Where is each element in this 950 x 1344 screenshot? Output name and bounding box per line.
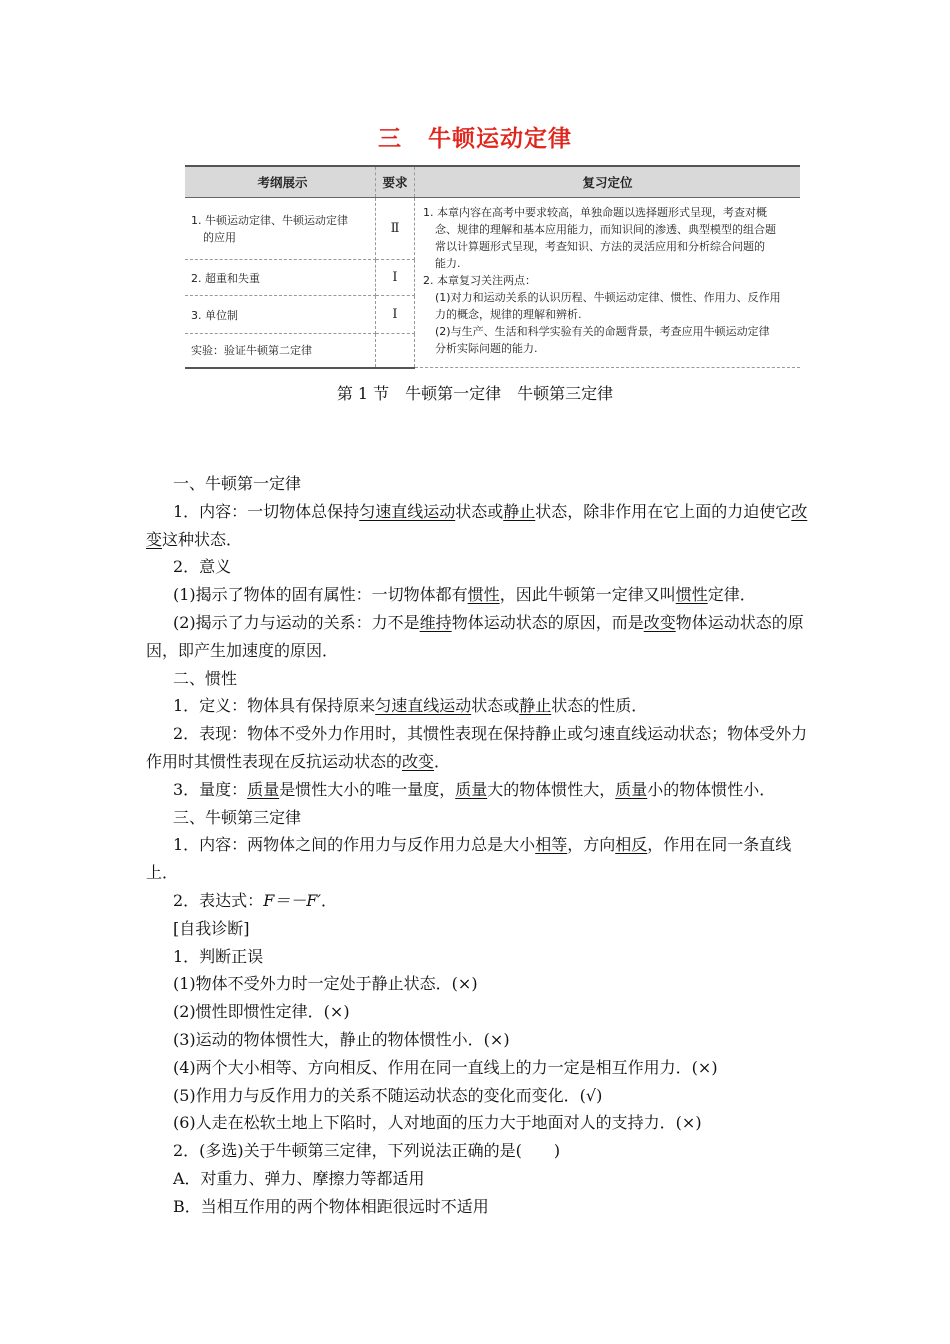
question-1: 1．判断正误 xyxy=(173,946,264,966)
syllabus-item-line: 的应用 xyxy=(203,230,236,244)
judgment-item: (3)运动的物体惯性大，静止的物体惯性小．(×) xyxy=(173,1029,510,1049)
lesson-body xyxy=(146,470,810,1221)
judgment-item: (2)惯性即惯性定律．(×) xyxy=(173,1002,350,1022)
text: 小的物体惯性小． xyxy=(647,779,776,799)
text: ． xyxy=(434,751,451,771)
option-b: B．当相互作用的两个物体相距很远时不适用 xyxy=(173,1196,489,1216)
paragraph xyxy=(146,692,810,720)
formula: F＝－F′ xyxy=(263,890,322,910)
answer-blank: 质量 xyxy=(615,779,648,799)
text: (1)揭示了物体的固有属性：一切物体都有 xyxy=(173,585,468,605)
positioning-line: 念、规律的理解和基本应用能力，而知识间的渗透、典型模型的组合题 xyxy=(435,223,776,236)
positioning-line: 分析实际问题的能力. xyxy=(435,342,538,355)
answer-blank: 改变 xyxy=(146,501,808,549)
syllabus-item xyxy=(185,198,376,260)
paragraph xyxy=(146,609,810,665)
positioning-line: 力的概念，规律的理解和辨析. xyxy=(435,308,582,321)
heading-inertia: 二、惯性 xyxy=(173,668,238,688)
header-requirement: 要求 xyxy=(376,166,415,198)
answer-blank: 质量 xyxy=(247,779,280,799)
text: 状态或 xyxy=(455,501,504,521)
paragraph xyxy=(146,720,810,776)
answer-blank: 相等 xyxy=(535,835,568,855)
paragraph xyxy=(146,498,810,554)
positioning-line: (2)与生产、生活和科学实验有关的命题背景，考查应用牛顿运动定律 xyxy=(435,325,770,338)
text: 物体运动状态的原因，而是 xyxy=(451,612,644,632)
question-2: 2．(多选)关于牛顿第三定律，下列说法正确的是( ) xyxy=(173,1141,561,1161)
positioning-line: 常以计算题形式呈现，考查知识、方法的灵活应用和分析综合问题的 xyxy=(435,240,765,253)
paragraph xyxy=(146,831,810,887)
text: 物体运动状态的原因，即产生加速度的原因． xyxy=(146,612,804,660)
text: 状态或 xyxy=(471,696,520,716)
answer-blank: 匀速直线运动 xyxy=(375,696,472,716)
text: 1．内容：一切物体总保持 xyxy=(173,501,360,521)
self-check-heading: [自我诊断] xyxy=(173,918,250,938)
chapter-title xyxy=(0,120,950,153)
answer-blank: 相反 xyxy=(615,835,648,855)
section-title: 第 1 节 牛顿第一定律 牛顿第三定律 xyxy=(336,384,614,403)
option-a: A．对重力、弹力、摩擦力等都适用 xyxy=(173,1168,425,1188)
paragraph xyxy=(146,776,810,804)
answer-blank: 质量 xyxy=(455,779,488,799)
text: ． xyxy=(321,890,338,910)
text: ，因此牛顿第一定律又叫 xyxy=(499,585,676,605)
syllabus-table xyxy=(185,165,800,369)
table-header-row xyxy=(185,166,800,198)
header-syllabus: 考纲展示 xyxy=(185,166,376,198)
judgment-item: (6)人走在松软土地上下陷时，人对地面的压力大于地面对人的支持力．(×) xyxy=(173,1113,702,1133)
text: 状态，除非作用在它上面的力迫使它 xyxy=(535,501,792,521)
text: 1．定义：物体具有保持原来 xyxy=(173,696,376,716)
answer-blank: 改变 xyxy=(402,751,435,771)
text: 3．量度： xyxy=(173,779,248,799)
answer-blank: 惯性 xyxy=(467,585,500,605)
text: ，方向 xyxy=(567,835,616,855)
positioning-line: (1)对力和运动关系的认识历程、牛顿运动定律、惯性、作用力、反作用 xyxy=(435,291,781,304)
text: (2)揭示了力与运动的关系：力不是 xyxy=(173,612,420,632)
positioning-line: 能力. xyxy=(435,257,461,270)
chapter-name: 牛顿运动定律 xyxy=(428,126,572,152)
text: 这种状态． xyxy=(162,529,243,549)
text: 1．内容：两物体之间的作用力与反作用力总是大小 xyxy=(173,835,536,855)
text: 状态的性质． xyxy=(551,696,648,716)
paragraph: 2．意义 xyxy=(173,557,232,577)
text: 2．表现：物体不受外力作用时，其惯性表现在保持静止或匀速直线运动状态；物体受外力作用时其惯性表现在反抗运动状态的 xyxy=(146,724,808,771)
requirement-level xyxy=(376,334,415,368)
positioning-line: 2. 本章复习关注两点： xyxy=(423,274,536,287)
judgment-item: (4)两个大小相等、方向相反、作用在同一直线上的力一定是相互作用力．(×) xyxy=(173,1057,718,1077)
judgment-item: (1)物体不受外力时一定处于静止状态．(×) xyxy=(173,974,478,994)
syllabus-item: 实验：验证牛顿第二定律 xyxy=(185,334,376,368)
header-positioning: 复习定位 xyxy=(415,166,801,198)
table-row xyxy=(185,198,800,260)
text: 2．表达式： xyxy=(173,890,264,910)
syllabus-item: 3. 单位制 xyxy=(185,296,376,334)
requirement-level: Ⅰ xyxy=(376,296,415,334)
paragraph xyxy=(146,581,810,609)
heading-first-law: 一、牛顿第一定律 xyxy=(173,474,302,493)
text: 是惯性大小的唯一量度， xyxy=(279,779,456,799)
text: 大的物体惯性大， xyxy=(487,779,616,799)
requirement-level: Ⅰ xyxy=(376,260,415,296)
syllabus-item-line: 1. 牛顿运动定律、牛顿运动定律 xyxy=(191,213,348,227)
positioning-line: 1. 本章内容在高考中要求较高，单独命题以选择题形式呈现，考查对概 xyxy=(423,206,767,219)
judgment-item: (5)作用力与反作用力的关系不随运动状态的变化而变化．(√) xyxy=(173,1085,603,1105)
answer-blank: 改变 xyxy=(643,612,676,632)
answer-blank: 维持 xyxy=(419,612,452,632)
answer-blank: 匀速直线运动 xyxy=(359,501,456,521)
requirement-level: Ⅱ xyxy=(376,198,415,260)
heading-third-law: 三、牛顿第三定律 xyxy=(173,807,302,827)
answer-blank: 静止 xyxy=(519,696,552,716)
syllabus-item: 2. 超重和失重 xyxy=(185,260,376,296)
text: 定律． xyxy=(707,585,756,605)
paragraph xyxy=(146,887,810,915)
answer-blank: 静止 xyxy=(503,501,536,521)
chapter-number: 三 xyxy=(378,126,402,152)
positioning-text xyxy=(415,198,801,368)
text: ，作用在同一条直线上． xyxy=(146,835,792,883)
answer-blank: 惯性 xyxy=(675,585,708,605)
